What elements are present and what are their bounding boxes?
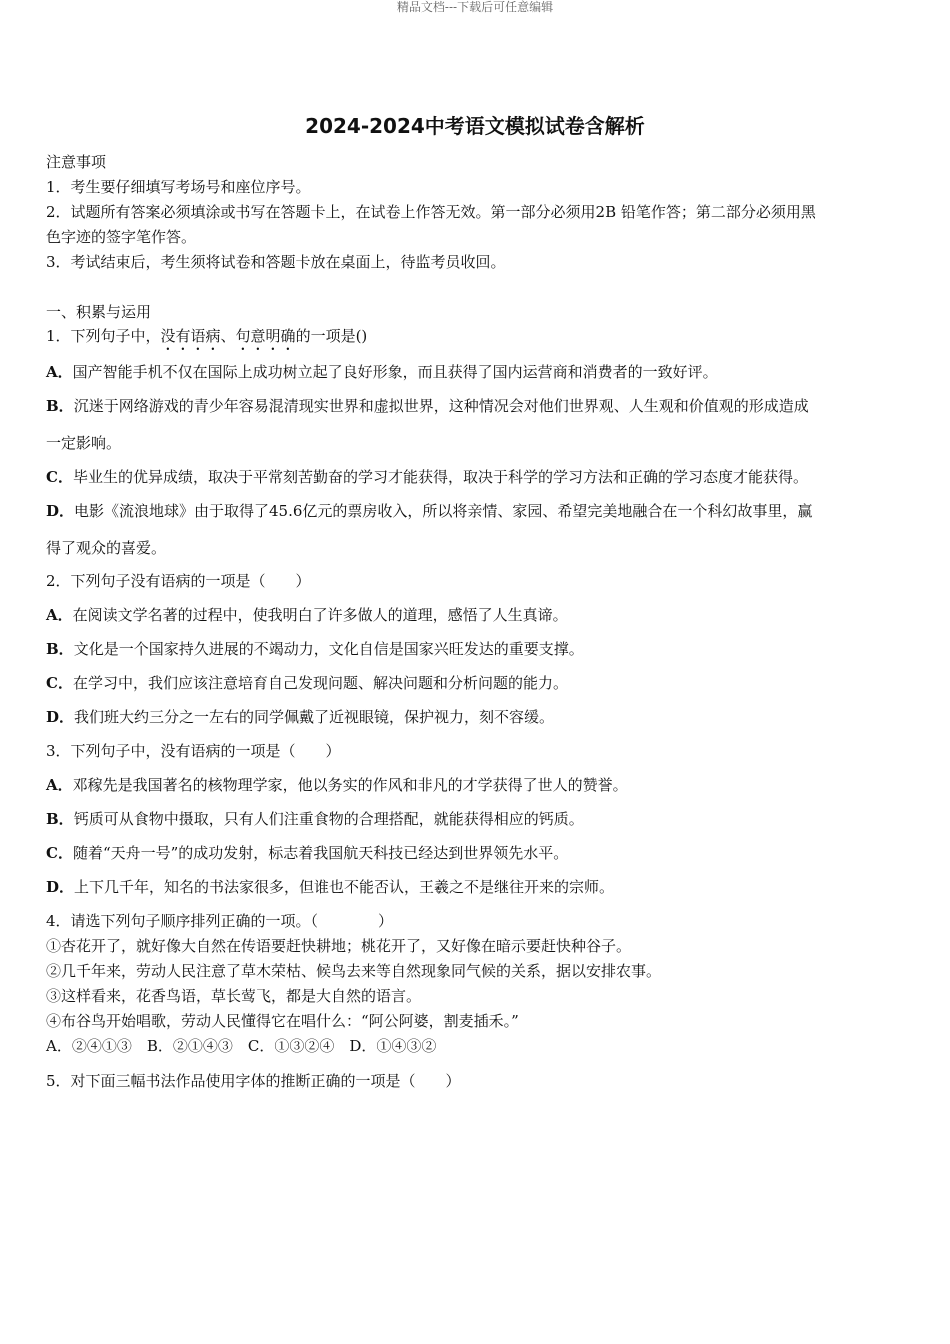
question-1-option-a (46, 362, 906, 382)
option-label: A． (46, 606, 73, 624)
option-label: D． (46, 502, 75, 520)
option-label: A． (46, 363, 73, 381)
question-1-option-c (46, 467, 906, 487)
page-header: 精品文档---下载后可任意编辑 (396, 0, 554, 14)
option-text: 沉迷于网络游戏的青少年容易混清现实世界和虚拟世界，这种情况会对他们世界观、人生观和价值观的形成造成 (73, 397, 809, 415)
question-1-option-b-cont (46, 433, 906, 453)
option-text: 一定影响。 (46, 434, 122, 452)
option-text: 邓稼先是我国著名的核物理学家，他以务实的作风和非凡的才学获得了世人的赞誉。 (72, 776, 628, 794)
option-text: 电影《流浪地球》由于取得了45.6亿元的票房收入，所以将亲情、家园、希望完美地融合在一个科幻故事里，赢 (74, 502, 813, 520)
question-2-option-c (46, 673, 906, 693)
question-1-suffix: 的一项是() (295, 327, 368, 345)
option-label: B． (46, 810, 74, 828)
question-4-item: ③这样看来，花香鸟语，草长莺飞，都是大自然的语言。 (46, 987, 422, 1005)
option-text: 在阅读文学名著的过程中，使我明白了许多做人的道理，感悟了人生真谛。 (72, 606, 568, 624)
question-2-option-b (46, 639, 906, 659)
option-text: 随着“天舟一号”的成功发射，标志着我国航天科技已经达到世界领先水平。 (72, 844, 569, 862)
section-heading: 一、积累与运用 (46, 303, 152, 321)
question-3-stem: 3．下列句子中，没有语病的一项是（ ） (46, 742, 341, 760)
question-2-option-d (46, 707, 906, 727)
option-label: B． (46, 640, 74, 658)
question-4-item: ②几千年来，劳动人民注意了草木荣枯、候鸟去来等自然现象同气候的关系，据以安排农事。 (46, 962, 662, 980)
notice-heading: 注意事项 (46, 153, 107, 171)
option-label: C． (46, 674, 73, 692)
option-label: D． (46, 878, 75, 896)
question-1-stem (46, 326, 906, 354)
question-4-item: ①杏花开了，就好像大自然在传语要赶快耕地；桃花开了，又好像在暗示要赶快种谷子。 (46, 937, 632, 955)
option-text: 在学习中，我们应该注意培育自己发现问题、解决问题和分析问题的能力。 (72, 674, 568, 692)
option-text: 文化是一个国家持久进展的不竭动力，文化自信是国家兴旺发达的重要支撑。 (73, 640, 584, 658)
question-3-option-d (46, 877, 906, 897)
question-3-option-a (46, 775, 906, 795)
notice-item: 色字迹的签字笔作答。 (46, 228, 197, 246)
option-label: A． (46, 776, 73, 794)
option-text: 得了观众的喜爱。 (46, 539, 167, 557)
option-label: D． (46, 708, 75, 726)
question-1-option-d-cont (46, 538, 906, 558)
notice-item: 3．考试结束后，考生须将试卷和答题卡放在桌面上，待监考员收回。 (46, 253, 506, 271)
option-label: C． (46, 844, 73, 862)
option-text: 我们班大约三分之一左右的同学佩戴了近视眼镜，保护视力，刻不容缓。 (74, 708, 555, 726)
question-3-option-b (46, 809, 906, 829)
question-1-prefix: 1．下列句子中， (46, 327, 161, 345)
question-2-option-a (46, 605, 906, 625)
notice-item: 1．考生要仔细填写考场号和座位序号。 (46, 178, 311, 196)
question-4-choices: A．②④①③ B．②①④③ C．①③②④ D．①④③② (46, 1037, 437, 1055)
question-1-option-d (46, 501, 906, 521)
question-4-item: ④布谷鸟开始唱歌，劳动人民懂得它在唱什么：“阿公阿婆，割麦插禾。” (46, 1012, 519, 1030)
option-text: 钙质可从食物中摄取，只有人们注重食物的合理搭配，就能获得相应的钙质。 (73, 810, 584, 828)
page-title: 2024-2024中考语文模拟试卷含解析 (305, 114, 645, 138)
question-1-option-b (46, 396, 906, 416)
option-text: 毕业生的优异成绩，取决于平常刻苦勤奋的学习才能获得，取决于科学的学习方法和正确的学习态度才能获得。 (72, 468, 808, 486)
notice-item: 2．试题所有答案必须填涂或书写在答题卡上，在试卷上作答无效。第一部分必须用2B 铅笔作答；第二部分必须用黑 (46, 203, 816, 221)
question-5-stem: 5．对下面三幅书法作品使用字体的推断正确的一项是（ ） (46, 1072, 461, 1090)
option-text: 上下几千年，知名的书法家很多，但谁也不能否认，王羲之不是继往开来的宗师。 (74, 878, 615, 896)
question-3-option-c (46, 843, 906, 863)
option-label: C． (46, 468, 73, 486)
question-4-stem: 4．请选下列句子顺序排列正确的一项。（ ） (46, 912, 394, 930)
option-text: 国产智能手机不仅在国际上成功树立起了良好形象，而且获得了国内运营商和消费者的一致好评。 (72, 363, 718, 381)
question-1-emphasis: 没有语病、句意明确 (160, 327, 296, 345)
question-2-stem: 2．下列句子没有语病的一项是（ ） (46, 572, 311, 590)
option-label: B． (46, 397, 74, 415)
